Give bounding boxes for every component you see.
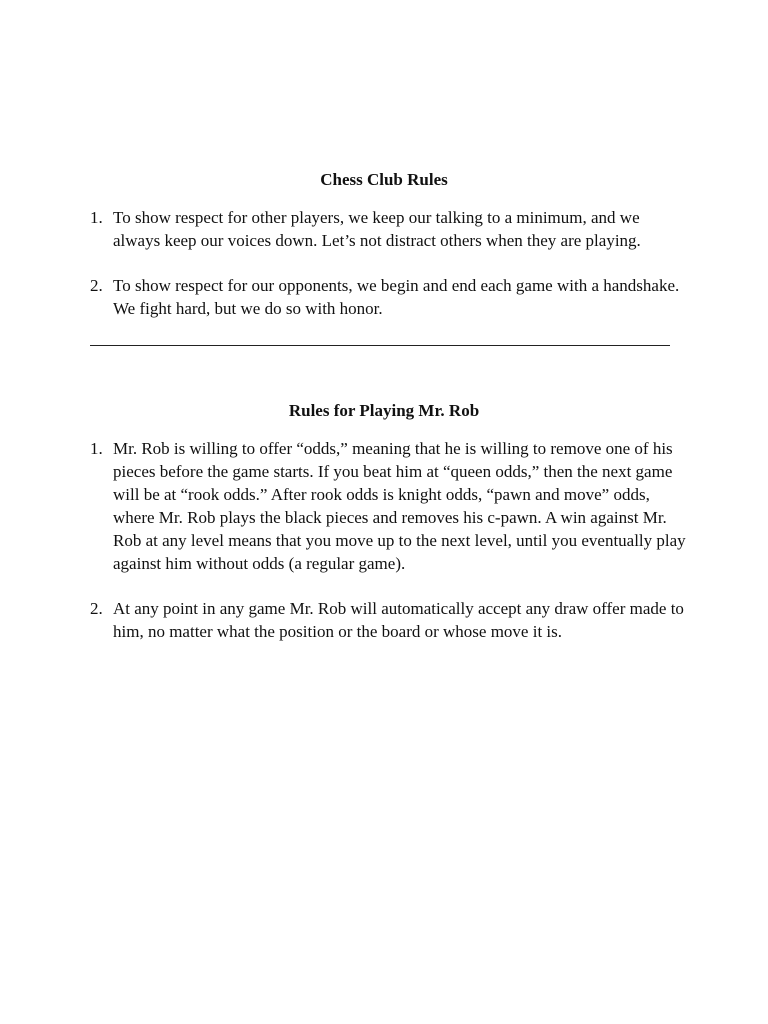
list-item-text: To show respect for other players, we keep our talking to a minimum, and we always keep our voices down. Let’s not distract others when they are playing. (113, 208, 641, 250)
mr-rob-rules-title: Rules for Playing Mr. Rob (288, 401, 480, 420)
list-item (90, 437, 690, 575)
list-item-number: 1. (90, 208, 103, 227)
list-item (90, 597, 690, 643)
list-item (90, 274, 690, 320)
club-rules-list (90, 206, 690, 342)
list-item-number: 2. (90, 276, 103, 295)
section-divider (90, 345, 670, 346)
mr-rob-rules-list (90, 437, 690, 665)
club-rules-title: Chess Club Rules (320, 170, 448, 189)
list-item-number: 1. (90, 439, 103, 458)
list-item-number: 2. (90, 599, 103, 618)
list-item-text: Mr. Rob is willing to offer “odds,” meaning that he is willing to remove one of his pieces before the game starts. If you beat him at “queen odds,” then the next game will be at “rook odds.” After rook odds is knight odds, “pawn and move” odds, where Mr. Rob plays the black pieces and removes his c-pawn. A win against Mr. Rob at any level means that you move up to the next level, until you eventually play against him without odds (a regular game). (113, 439, 686, 573)
list-item-text: To show respect for our opponents, we begin and end each game with a handshake. We fight hard, but we do so with honor. (113, 276, 680, 318)
list-item-text: At any point in any game Mr. Rob will automatically accept any draw offer made to him, no matter what the position or the board or whose move it is. (113, 599, 684, 641)
list-item (90, 206, 690, 252)
